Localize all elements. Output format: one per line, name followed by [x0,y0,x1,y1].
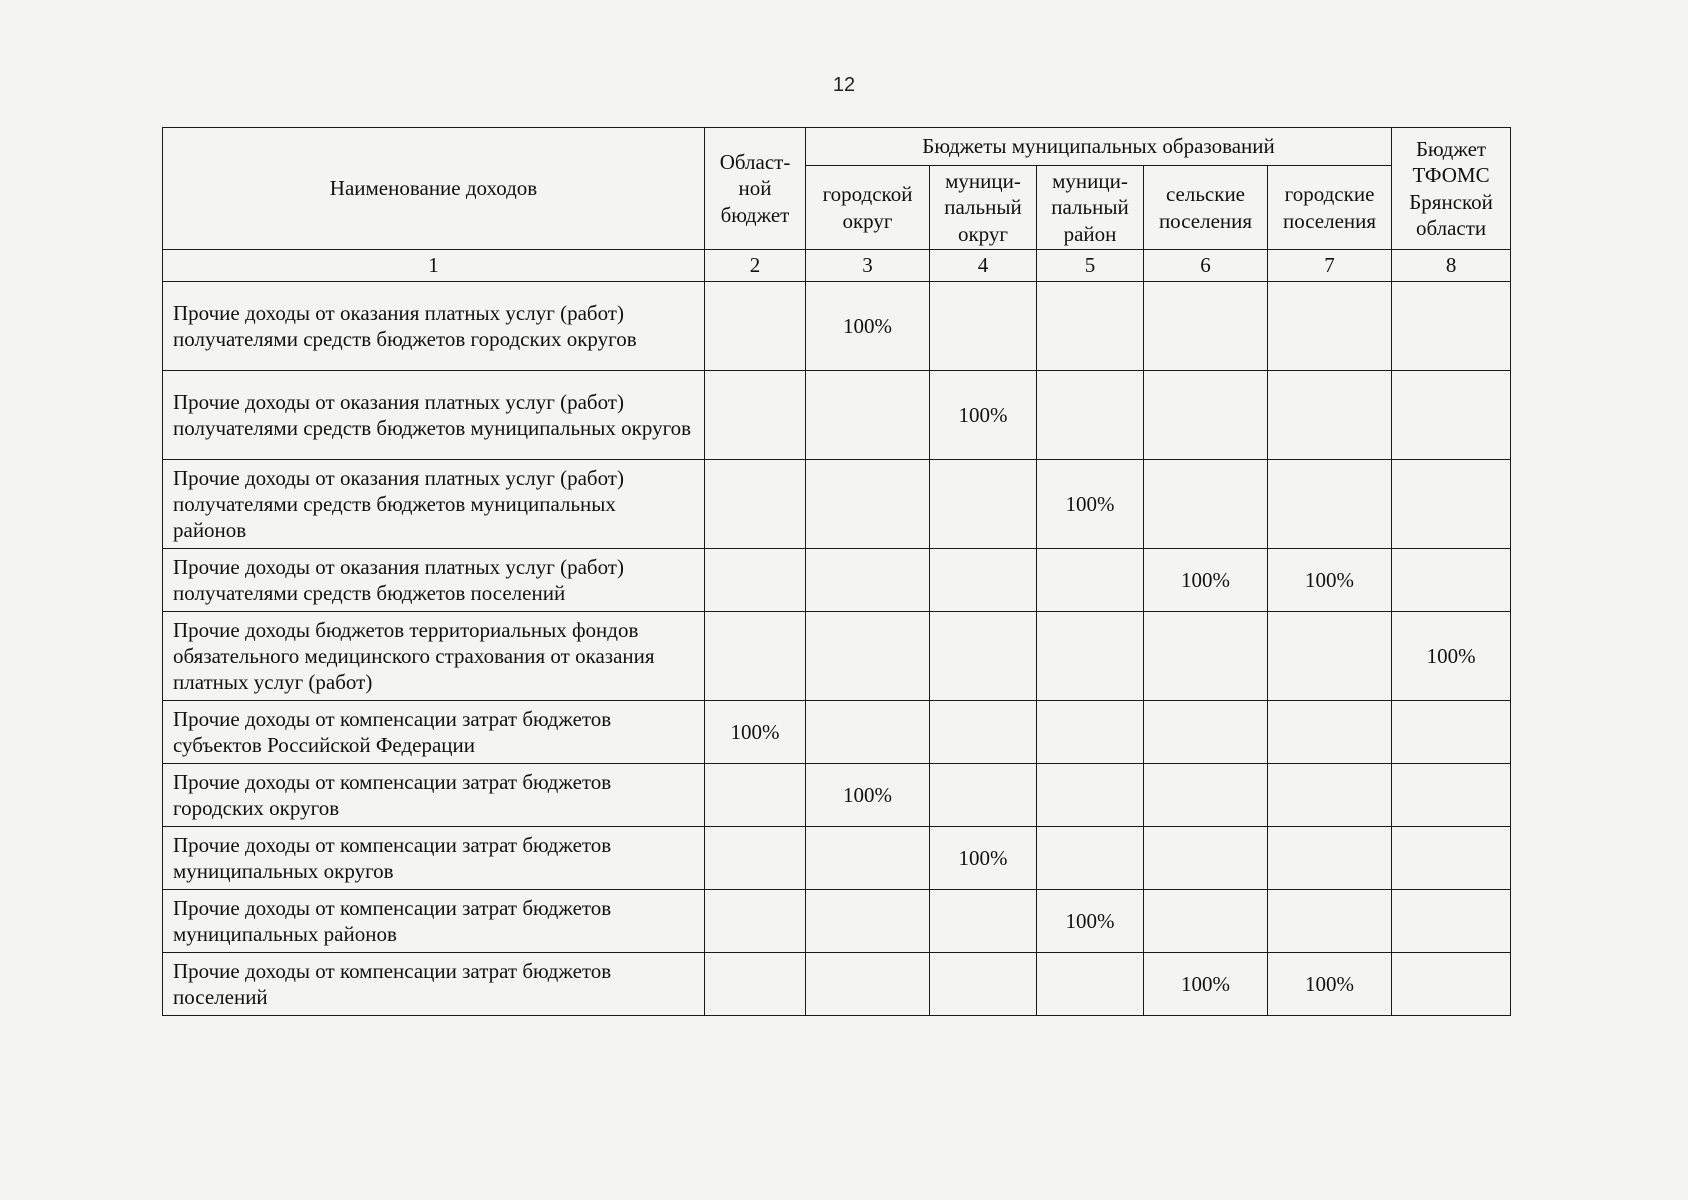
column-number: 8 [1392,250,1511,282]
value-cell [1392,953,1511,1016]
value-cell [930,701,1037,764]
value-cell [1268,890,1392,953]
header-municipal-district: муници- пальный округ [930,166,1037,250]
value-cell [1392,764,1511,827]
value-cell [806,460,930,549]
value-cell: 100% [705,701,806,764]
value-cell [930,460,1037,549]
value-cell: 100% [1144,549,1268,612]
revenue-distribution-table [162,127,1511,1016]
header-regional-budget: Област- ной бюджет [705,128,806,250]
value-cell [806,371,930,460]
value-cell [1268,764,1392,827]
column-number: 4 [930,250,1037,282]
column-number: 7 [1268,250,1392,282]
value-cell [1268,282,1392,371]
value-cell [1144,612,1268,701]
value-cell [806,890,930,953]
value-cell [806,701,930,764]
income-name-cell: Прочие доходы от оказания платных услуг (работ) получателями средств бюджетов городских округов [163,282,705,371]
table-row [163,612,1511,701]
income-name-cell: Прочие доходы от компенсации затрат бюджетов муниципальных районов [163,890,705,953]
header-tfoms-budget: Бюджет ТФОМС Брянской области [1392,128,1511,250]
value-cell [1392,282,1511,371]
value-cell [1037,953,1144,1016]
table-row [163,549,1511,612]
value-cell: 100% [806,282,930,371]
header-income-name: Наименование доходов [163,128,705,250]
value-cell [1037,701,1144,764]
value-cell [705,827,806,890]
income-name-cell: Прочие доходы от компенсации затрат бюджетов субъектов Российской Федерации [163,701,705,764]
value-cell [930,282,1037,371]
value-cell [1268,460,1392,549]
value-cell [1144,827,1268,890]
income-name-cell: Прочие доходы от компенсации затрат бюджетов городских округов [163,764,705,827]
value-cell [1392,890,1511,953]
value-cell [1144,460,1268,549]
value-cell [806,953,930,1016]
column-number-row [163,250,1511,282]
table-row [163,953,1511,1016]
income-name-cell: Прочие доходы от оказания платных услуг (работ) получателями средств бюджетов муниципальных районов [163,460,705,549]
value-cell [930,549,1037,612]
value-cell [705,764,806,827]
value-cell [1392,827,1511,890]
value-cell [1144,282,1268,371]
header-city-district: городской округ [806,166,930,250]
value-cell [1392,549,1511,612]
value-cell: 100% [930,827,1037,890]
value-cell [705,549,806,612]
income-name-cell: Прочие доходы от компенсации затрат бюджетов муниципальных округов [163,827,705,890]
column-number: 6 [1144,250,1268,282]
table-row [163,701,1511,764]
value-cell: 100% [930,371,1037,460]
value-cell [705,890,806,953]
value-cell [930,953,1037,1016]
value-cell [1144,701,1268,764]
value-cell [1037,282,1144,371]
value-cell [930,764,1037,827]
value-cell: 100% [1037,890,1144,953]
column-number: 2 [705,250,806,282]
value-cell [1037,371,1144,460]
header-rural-settlements: сельские поселения [1144,166,1268,250]
value-cell [806,827,930,890]
value-cell [1268,827,1392,890]
value-cell: 100% [1037,460,1144,549]
value-cell [705,371,806,460]
value-cell [1268,612,1392,701]
value-cell [705,460,806,549]
value-cell: 100% [1144,953,1268,1016]
value-cell [705,953,806,1016]
value-cell [1392,371,1511,460]
value-cell [1144,371,1268,460]
column-number: 5 [1037,250,1144,282]
column-number: 3 [806,250,930,282]
value-cell: 100% [1268,549,1392,612]
income-name-cell: Прочие доходы бюджетов территориальных фондов обязательного медицинского страхования от оказания платных услуг (работ) [163,612,705,701]
value-cell [1392,460,1511,549]
header-municipal-area: муници- пальный район [1037,166,1144,250]
table-row [163,890,1511,953]
column-number: 1 [163,250,705,282]
value-cell: 100% [1392,612,1511,701]
value-cell [705,282,806,371]
table-row [163,282,1511,371]
page-number: 12 [832,74,856,96]
value-cell [930,612,1037,701]
income-name-cell: Прочие доходы от оказания платных услуг (работ) получателями средств бюджетов муниципальных округов [163,371,705,460]
table-row [163,460,1511,549]
income-name-cell: Прочие доходы от оказания платных услуг (работ) получателями средств бюджетов поселений [163,549,705,612]
value-cell [1268,701,1392,764]
value-cell [1392,701,1511,764]
value-cell [1144,764,1268,827]
income-name-cell: Прочие доходы от компенсации затрат бюджетов поселений [163,953,705,1016]
table-row [163,827,1511,890]
value-cell: 100% [806,764,930,827]
value-cell [806,612,930,701]
value-cell [1037,764,1144,827]
header-municipal-budgets: Бюджеты муниципальных образований [806,128,1392,166]
value-cell [806,549,930,612]
value-cell [1037,612,1144,701]
value-cell [930,890,1037,953]
value-cell [705,612,806,701]
value-cell [1037,827,1144,890]
table-row [163,371,1511,460]
value-cell: 100% [1268,953,1392,1016]
header-urban-settlements: городские поселения [1268,166,1392,250]
table-row [163,764,1511,827]
value-cell [1268,371,1392,460]
value-cell [1144,890,1268,953]
value-cell [1037,549,1144,612]
